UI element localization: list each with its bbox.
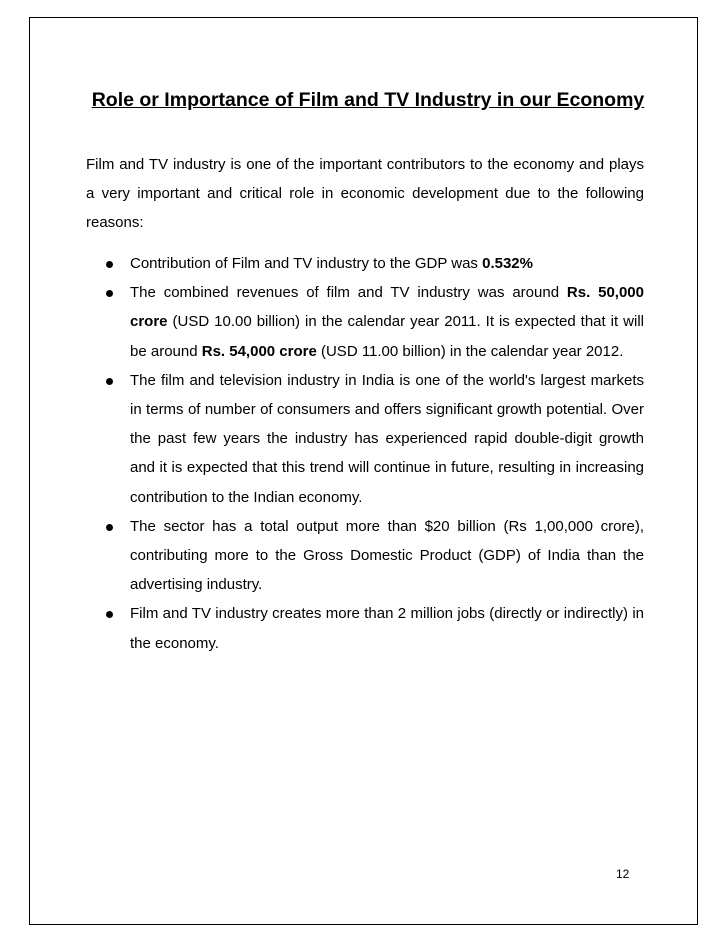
list-item [86, 249, 644, 278]
bullet-icon [106, 524, 113, 531]
list-item-text: The combined revenues of film and TV industry was around [130, 284, 567, 302]
bullet-icon [106, 611, 113, 618]
page-title: Role or Importance of Film and TV Industry in our Economy [91, 89, 645, 111]
list-item-text: The film and television industry in India is one of the world's largest markets in terms of number of consumers and offers significant growth potential. Over the past few years the industry has experienced rapid double-digit growth and it is expected that this trend will continue in future, resulting in increasing contribution to the Indian economy. [130, 371, 644, 506]
bullet-icon [106, 261, 113, 268]
list-item-text: Contribution of Film and TV industry to the GDP was [130, 255, 483, 272]
list-item-text: The sector has a total output more than $20 billion (Rs 1,00,000 crore), contributing more to the Gross Domestic Product (GDP) of India than the advertising industry. [130, 517, 644, 594]
list-item [86, 366, 644, 512]
bullet-icon [106, 290, 113, 297]
list-item-bold: Rs. 54,000 crore [201, 342, 317, 360]
list-item-bold: 0.532% [482, 255, 533, 272]
list-item [86, 599, 644, 657]
intro-paragraph: Film and TV industry is one of the important contributors to the economy and plays a very important and critical role in economic development due to the following reasons: [86, 156, 644, 232]
page-number: 12 [616, 867, 630, 881]
list-item-text: (USD 11.00 billion) in the calendar year 2012. [316, 342, 624, 360]
list-item-text: (USD 10.00 billion) in the calendar year 2011. It is expected that it will be around [130, 313, 644, 360]
reasons-list [86, 249, 644, 658]
list-item-bold: Rs. 50,000 crore [130, 284, 644, 331]
list-item [86, 278, 644, 366]
list-item [86, 512, 644, 600]
bullet-icon [106, 378, 113, 385]
list-item-text: Film and TV industry creates more than 2 million jobs (directly or indirectly) in the economy. [130, 605, 644, 652]
